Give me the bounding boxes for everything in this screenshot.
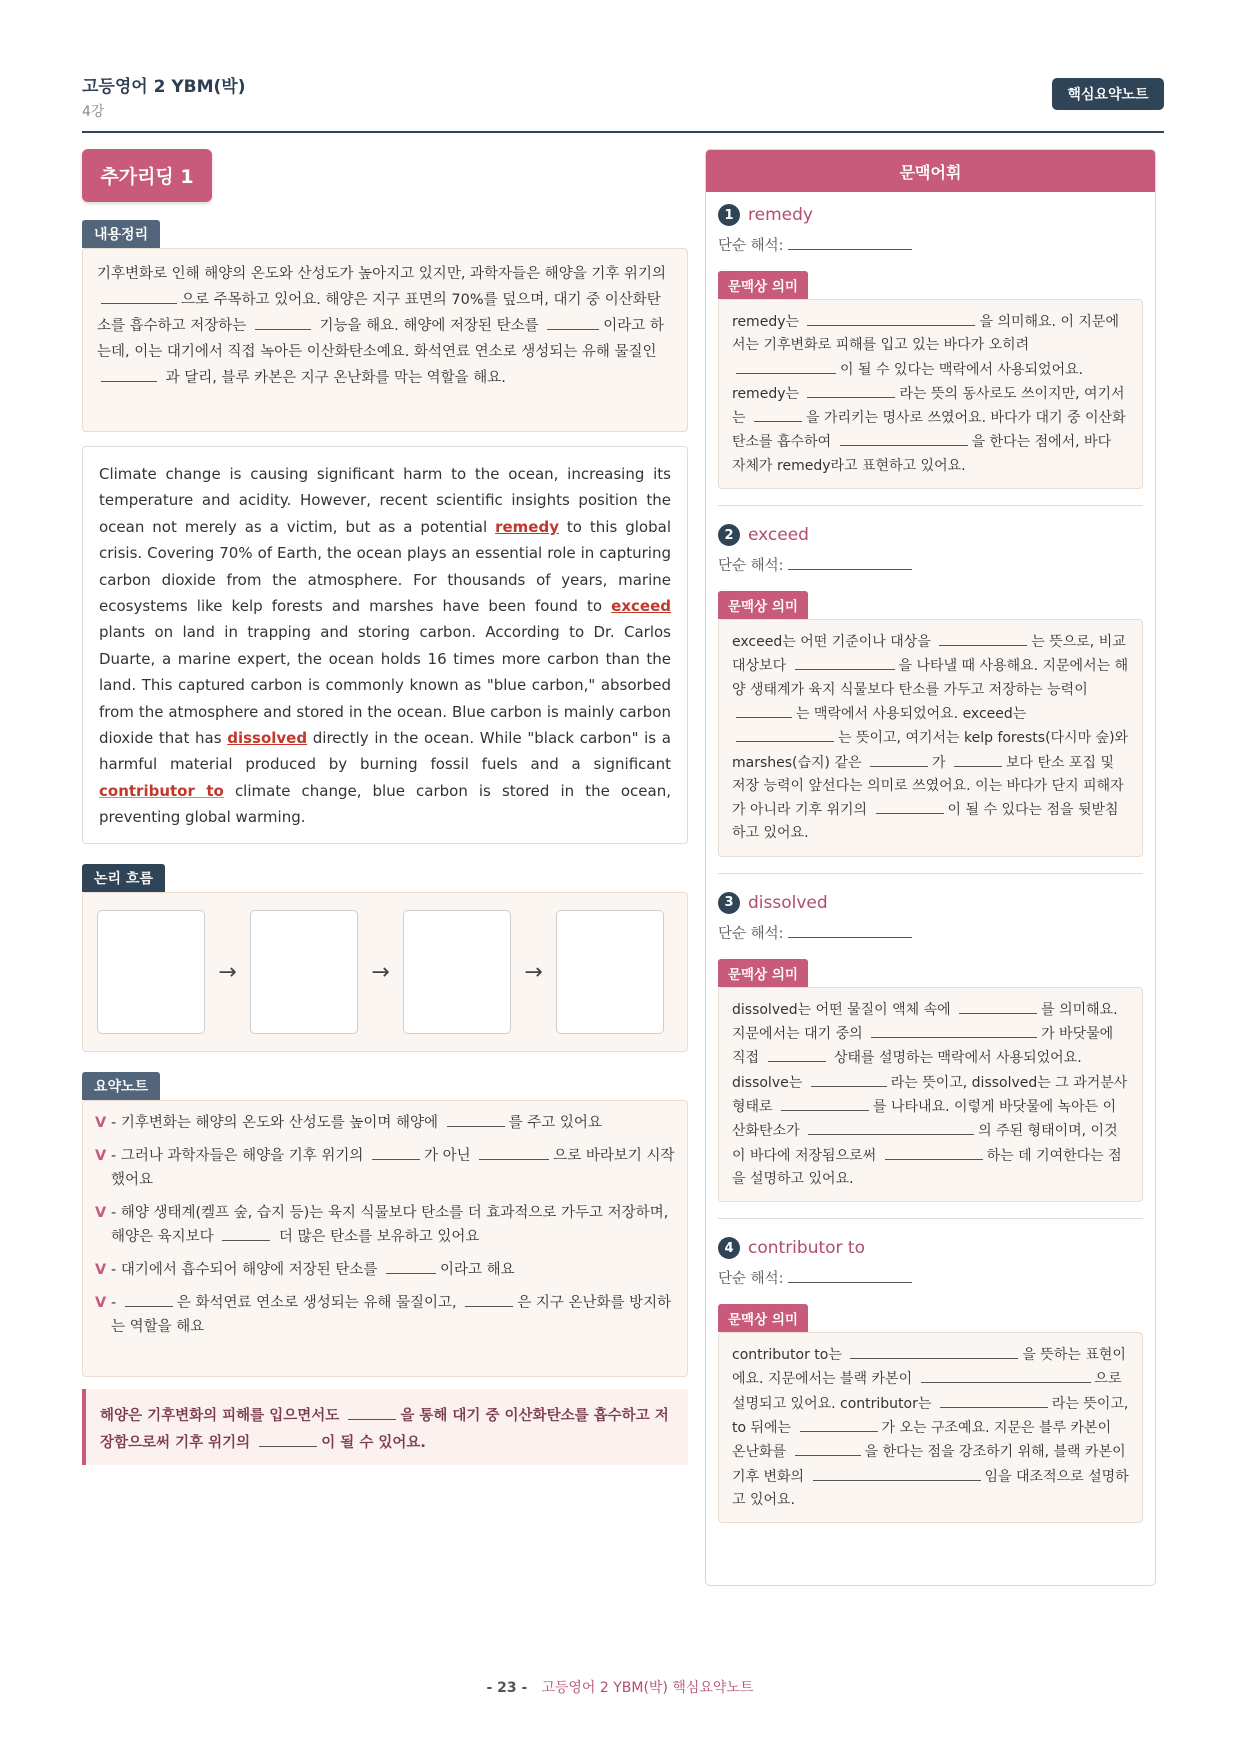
text-fragment: 을 의미해요. 이 지문에서는 기후변화로 피해를 입고 있는 바다가 오히려 bbox=[732, 314, 1119, 354]
context-meaning-tag: 문맥상 의미 bbox=[718, 1304, 808, 1332]
header-lesson: 4강 bbox=[82, 104, 105, 120]
text-fragment: 을 한다는 점에서, 바다 자체가 remedy라고 표현하고 있어요. bbox=[732, 434, 1112, 474]
check-mark: V bbox=[95, 1295, 107, 1311]
answer-blank[interactable] bbox=[125, 1291, 173, 1307]
note-item bbox=[95, 1201, 675, 1249]
answer-blank[interactable] bbox=[259, 1431, 317, 1447]
text-fragment: 는 뜻이고, 여기서는 kelp forests(다시마 숲)와 marshes(습지) 같은 bbox=[732, 730, 1129, 771]
text-fragment: 의 주된 형태이며, 이것이 바다에 저장됨으로써 bbox=[732, 1123, 1118, 1164]
text-fragment: - 해양 생태계(켈프 숲, 습지 등)는 육지 식물보다 탄소를 더 효과적으로 가두고 저장하며, 해양은 육지보다 bbox=[111, 1205, 669, 1245]
summary-notes bbox=[82, 1100, 688, 1377]
footer-text: 고등영어 2 YBM(박) 핵심요약노트 bbox=[541, 1680, 754, 1696]
header-badge: 핵심요약노트 bbox=[1052, 78, 1164, 110]
text-fragment: 을 뜻하는 표현이에요. 지문에서는 블랙 카본이 bbox=[732, 1347, 1126, 1388]
text-fragment: 이 될 수 있어요. bbox=[321, 1435, 426, 1451]
text-fragment: 기후변화로 인해 해양의 온도와 산성도가 높아지고 있지만, 과학자들은 해양을 기후 위기의 bbox=[97, 266, 666, 282]
answer-blank[interactable] bbox=[479, 1144, 549, 1160]
context-meaning-box bbox=[718, 1332, 1143, 1523]
text-fragment: 가 bbox=[931, 754, 950, 771]
text-fragment: 을 나타낼 때 사용해요. 지문에서는 해양 생태계가 육지 식물보다 탄소를 가두고 저장하는 능력이 bbox=[732, 658, 1129, 698]
text-fragment: remedy는 bbox=[732, 314, 804, 330]
text-fragment: 임을 대조적으로 설명하고 있어요. bbox=[732, 1468, 1129, 1508]
text-fragment: 이라고 해요 bbox=[440, 1262, 515, 1278]
note-text bbox=[111, 1201, 675, 1249]
arrow-right-icon: → bbox=[524, 959, 543, 985]
vocab-word-text: contributor to bbox=[748, 1238, 865, 1259]
text-fragment: 으로 주목하고 있어요. 해양은 지구 표면의 70%를 덮으며, 대기 중 이산화탄소를 흡수하고 저장하는 bbox=[97, 292, 661, 334]
answer-blank[interactable] bbox=[795, 1440, 861, 1456]
text-fragment: 라는 뜻의 동사로도 쓰이지만, 여기서는 bbox=[732, 385, 1125, 427]
vocab-word bbox=[718, 524, 1143, 546]
text-fragment: 를 나타내요. 이렇게 바닷물에 녹아든 이산화탄소가 bbox=[732, 1098, 1117, 1140]
simple-translation bbox=[718, 922, 1143, 943]
header-rule bbox=[82, 131, 1164, 133]
text-fragment: 으로 바라보기 시작했어요 bbox=[111, 1148, 675, 1188]
text-fragment: 단순 해석: bbox=[718, 925, 784, 942]
context-meaning-box bbox=[718, 619, 1143, 857]
answer-blank[interactable] bbox=[465, 1291, 513, 1307]
keyword-dissolved: dissolved bbox=[227, 729, 308, 748]
flow-box-2[interactable] bbox=[250, 910, 358, 1034]
text-fragment: dissolved는 어떤 물질이 액체 속에 bbox=[732, 1001, 956, 1018]
answer-blank[interactable] bbox=[788, 922, 912, 938]
header-title: 고등영어 2 YBM(박) bbox=[82, 77, 246, 97]
vocab-word bbox=[718, 204, 1143, 226]
vocab-word-text: remedy bbox=[748, 205, 813, 225]
section-label: 추가리딩 1 bbox=[82, 149, 212, 202]
text-fragment: 을 가리키는 명사로 쓰였어요. 바다가 대기 중 이산화탄소를 흡수하여 bbox=[732, 410, 1126, 451]
answer-blank[interactable] bbox=[754, 406, 802, 422]
answer-blank[interactable] bbox=[939, 630, 1027, 646]
vocab-panel bbox=[705, 149, 1156, 1586]
text-fragment: 단순 해석: bbox=[718, 1271, 784, 1288]
text-fragment: 는 뜻으로, 비교 대상보다 bbox=[732, 634, 1126, 675]
answer-blank[interactable] bbox=[885, 1144, 983, 1160]
passage-text: Climate change is causing significant harm to the ocean, increasing its temperature and acidity. However, recent scientific insights position the ocean not merely as a victim, but as a potential bbox=[99, 465, 671, 536]
answer-blank[interactable] bbox=[811, 1071, 887, 1087]
passage-text: climate change, blue carbon is stored in the ocean, preventing global warming. bbox=[99, 781, 672, 827]
arrow-right-icon: → bbox=[218, 959, 237, 985]
text-fragment: 은 지구 온난화를 방지하는 역할을 해요 bbox=[111, 1295, 672, 1335]
answer-blank[interactable] bbox=[101, 288, 177, 304]
text-fragment: 단순 해석: bbox=[718, 238, 784, 254]
vocab-item-remedy bbox=[718, 204, 1143, 506]
reading-passage bbox=[82, 446, 688, 844]
context-meaning-tag: 문맥상 의미 bbox=[718, 959, 808, 987]
check-mark: V bbox=[95, 1115, 107, 1131]
text-fragment: 라는 뜻이고, dissolved는 그 과거분사 형태로 bbox=[732, 1074, 1128, 1115]
vocab-word bbox=[718, 1237, 1143, 1259]
text-fragment: 이 될 수 있다는 맥락에서 사용되었어요. remedy는 bbox=[732, 361, 1084, 402]
context-meaning-tag: 문맥상 의미 bbox=[718, 271, 808, 299]
number-badge: 4 bbox=[718, 1237, 740, 1259]
text-fragment: 은 화석연료 연소로 생성되는 유해 물질이고, bbox=[176, 1295, 462, 1311]
vocab-list bbox=[706, 192, 1155, 1523]
answer-blank[interactable] bbox=[101, 366, 157, 382]
answer-blank[interactable] bbox=[840, 430, 968, 446]
logic-flow bbox=[82, 892, 688, 1052]
vocab-word-text: exceed bbox=[748, 525, 809, 546]
note-text bbox=[111, 1144, 675, 1192]
text-fragment: 하는 데 기여한다는 점을 설명하고 있어요. bbox=[732, 1147, 1122, 1187]
context-meaning-box bbox=[718, 299, 1143, 489]
answer-blank[interactable] bbox=[807, 310, 975, 326]
note-item bbox=[95, 1291, 675, 1339]
number-badge: 1 bbox=[718, 204, 740, 226]
context-meaning-box bbox=[718, 987, 1143, 1202]
answer-blank[interactable] bbox=[871, 1022, 1037, 1038]
conclusion-box bbox=[82, 1389, 688, 1465]
answer-blank[interactable] bbox=[788, 234, 912, 250]
text-fragment: 를 의미해요. 지문에서는 대기 중의 bbox=[732, 1001, 1118, 1043]
text-fragment: 을 한다는 점을 강조하기 위해, 블랙 카본이 기후 변화의 bbox=[732, 1444, 1126, 1485]
text-fragment: 더 많은 탄소를 보유하고 있어요 bbox=[274, 1229, 480, 1245]
note-item bbox=[95, 1111, 675, 1135]
note-item bbox=[95, 1258, 675, 1282]
text-fragment: 는 맥락에서 사용되었어요. exceed는 bbox=[796, 705, 1027, 722]
passage-text: plants on land in trapping and storing carbon. According to Dr. Carlos Duarte, a marine expert, the ocean holds 16 times more carbon than the land. This captured carbon is commonly known as "blue carbon," absorbed from the atmosphere and stored in the ocean. Blue carbon is mainly carbon dioxide that has bbox=[99, 623, 671, 748]
answer-blank[interactable] bbox=[807, 382, 895, 398]
flow-box-3[interactable] bbox=[403, 910, 511, 1034]
note-text bbox=[111, 1291, 675, 1339]
check-mark: V bbox=[95, 1148, 107, 1164]
answer-blank[interactable] bbox=[547, 314, 599, 330]
page-number: - 23 - bbox=[486, 1680, 528, 1696]
context-meaning-tag: 문맥상 의미 bbox=[718, 591, 808, 619]
simple-translation bbox=[718, 234, 1143, 255]
summary-tag: 내용정리 bbox=[82, 220, 160, 248]
note-item bbox=[95, 1144, 675, 1192]
vocab-item-exceed bbox=[718, 524, 1143, 874]
vocab-panel-title: 문맥어휘 bbox=[706, 150, 1155, 192]
answer-blank[interactable] bbox=[736, 358, 836, 374]
answer-blank[interactable] bbox=[808, 1119, 974, 1135]
answer-blank[interactable] bbox=[850, 1343, 1018, 1359]
answer-blank[interactable] bbox=[386, 1258, 436, 1274]
answer-blank[interactable] bbox=[788, 554, 912, 570]
vocab-word bbox=[718, 892, 1143, 914]
text-fragment: 가 오는 구조예요. 지문은 블루 카본이 온난화를 bbox=[732, 1420, 1112, 1461]
number-badge: 2 bbox=[718, 524, 740, 546]
divider bbox=[718, 505, 1143, 506]
text-fragment: - 기후변화는 해양의 온도와 산성도를 높이며 해양에 bbox=[111, 1115, 443, 1131]
keyword-remedy: remedy bbox=[495, 517, 559, 536]
text-fragment: - 대기에서 흡수되어 해양에 저장된 탄소를 bbox=[111, 1262, 383, 1278]
flow-box-1[interactable] bbox=[97, 910, 205, 1034]
vocab-item-dissolved bbox=[718, 892, 1143, 1219]
answer-blank[interactable] bbox=[768, 1046, 826, 1062]
answer-blank[interactable] bbox=[736, 702, 792, 718]
answer-blank[interactable] bbox=[447, 1111, 505, 1127]
answer-blank[interactable] bbox=[870, 751, 928, 767]
arrow-right-icon: → bbox=[371, 959, 390, 985]
answer-blank[interactable] bbox=[788, 1267, 912, 1283]
text-fragment: 이 될 수 있다는 점을 뒷받침하고 있어요. bbox=[732, 802, 1119, 842]
answer-blank[interactable] bbox=[813, 1465, 981, 1481]
answer-blank[interactable] bbox=[959, 998, 1037, 1014]
simple-translation bbox=[718, 554, 1143, 575]
text-fragment: 해양은 기후변화의 피해를 입으면서도 bbox=[100, 1408, 345, 1424]
vocab-item-contributor-to bbox=[718, 1237, 1143, 1523]
text-fragment: 으로 설명되고 있어요. contributor는 bbox=[732, 1371, 1122, 1412]
answer-blank[interactable] bbox=[954, 751, 1002, 767]
answer-blank[interactable] bbox=[921, 1367, 1091, 1383]
note-text bbox=[111, 1111, 602, 1135]
answer-blank[interactable] bbox=[255, 314, 311, 330]
passage-text: directly in the ocean. While "black carbon" is a harmful material produced by burning fossil fuels and a significant bbox=[99, 729, 671, 774]
text-fragment: 단순 해석: bbox=[718, 558, 784, 575]
text-fragment: 라는 뜻이고, to 뒤에는 bbox=[732, 1395, 1129, 1437]
text-fragment: contributor to는 bbox=[732, 1347, 847, 1364]
flow-box-4[interactable] bbox=[556, 910, 664, 1034]
text-fragment: 과 달리, 블루 카본은 지구 온난화를 막는 역할을 해요. bbox=[161, 370, 506, 386]
summary-box bbox=[82, 248, 688, 432]
answer-blank[interactable] bbox=[800, 1416, 878, 1432]
text-fragment: 가 바닷물에 직접 bbox=[732, 1026, 1114, 1067]
flow-tag: 논리 흐름 bbox=[82, 864, 165, 892]
text-fragment: 가 아닌 bbox=[424, 1148, 476, 1164]
notes-tag: 요약노트 bbox=[82, 1072, 160, 1100]
text-fragment: - 그러나 과학자들은 해양을 기후 위기의 bbox=[111, 1148, 368, 1164]
text-fragment: - bbox=[111, 1295, 121, 1311]
simple-translation bbox=[718, 1267, 1143, 1288]
divider bbox=[718, 1218, 1143, 1219]
text-fragment: 기능을 해요. 해양에 저장된 탄소를 bbox=[314, 318, 544, 334]
text-fragment: 상태를 설명하는 맥락에서 사용되었어요. dissolve는 bbox=[732, 1050, 1082, 1091]
answer-blank[interactable] bbox=[795, 654, 895, 670]
answer-blank[interactable] bbox=[736, 726, 834, 742]
passage-text: to this global crisis. Covering 70% of Earth, the ocean plays an essential role in capturing carbon dioxide from the atmosphere. For thousands of years, marine ecosystems like kelp forests and marshes have been found to bbox=[99, 517, 671, 616]
keyword-contributor-to: contributor to bbox=[99, 781, 224, 800]
left-column bbox=[82, 149, 688, 1465]
text-fragment: 을 통해 대기 중 이산화탄소를 흡수하고 저장함으로써 기후 위기의 bbox=[100, 1408, 669, 1451]
answer-blank[interactable] bbox=[222, 1225, 270, 1241]
divider bbox=[718, 873, 1143, 874]
answer-blank[interactable] bbox=[372, 1144, 420, 1160]
check-mark: V bbox=[95, 1205, 107, 1221]
text-fragment: 를 주고 있어요 bbox=[508, 1115, 602, 1131]
answer-blank[interactable] bbox=[940, 1392, 1048, 1408]
text-fragment: 보다 탄소 포집 및 저장 능력이 앞선다는 의미로 쓰였어요. 이는 바다가 단지 피해자가 아니라 기후 위기의 bbox=[732, 754, 1124, 819]
number-badge: 3 bbox=[718, 892, 740, 914]
answer-blank[interactable] bbox=[876, 798, 944, 814]
keyword-exceed: exceed bbox=[611, 597, 671, 616]
note-text bbox=[111, 1258, 515, 1282]
vocab-word-text: dissolved bbox=[748, 892, 828, 913]
text-fragment: 이라고 하는데, 이는 대기에서 직접 녹아든 이산화탄소예요. 화석연료 연소로 생성되는 유해 물질인 bbox=[97, 318, 664, 360]
answer-blank[interactable] bbox=[781, 1095, 869, 1111]
page-footer bbox=[0, 1677, 1240, 1697]
check-mark: V bbox=[95, 1262, 107, 1278]
text-fragment: exceed는 어떤 기준이나 대상을 bbox=[732, 634, 936, 651]
answer-blank[interactable] bbox=[348, 1404, 396, 1420]
